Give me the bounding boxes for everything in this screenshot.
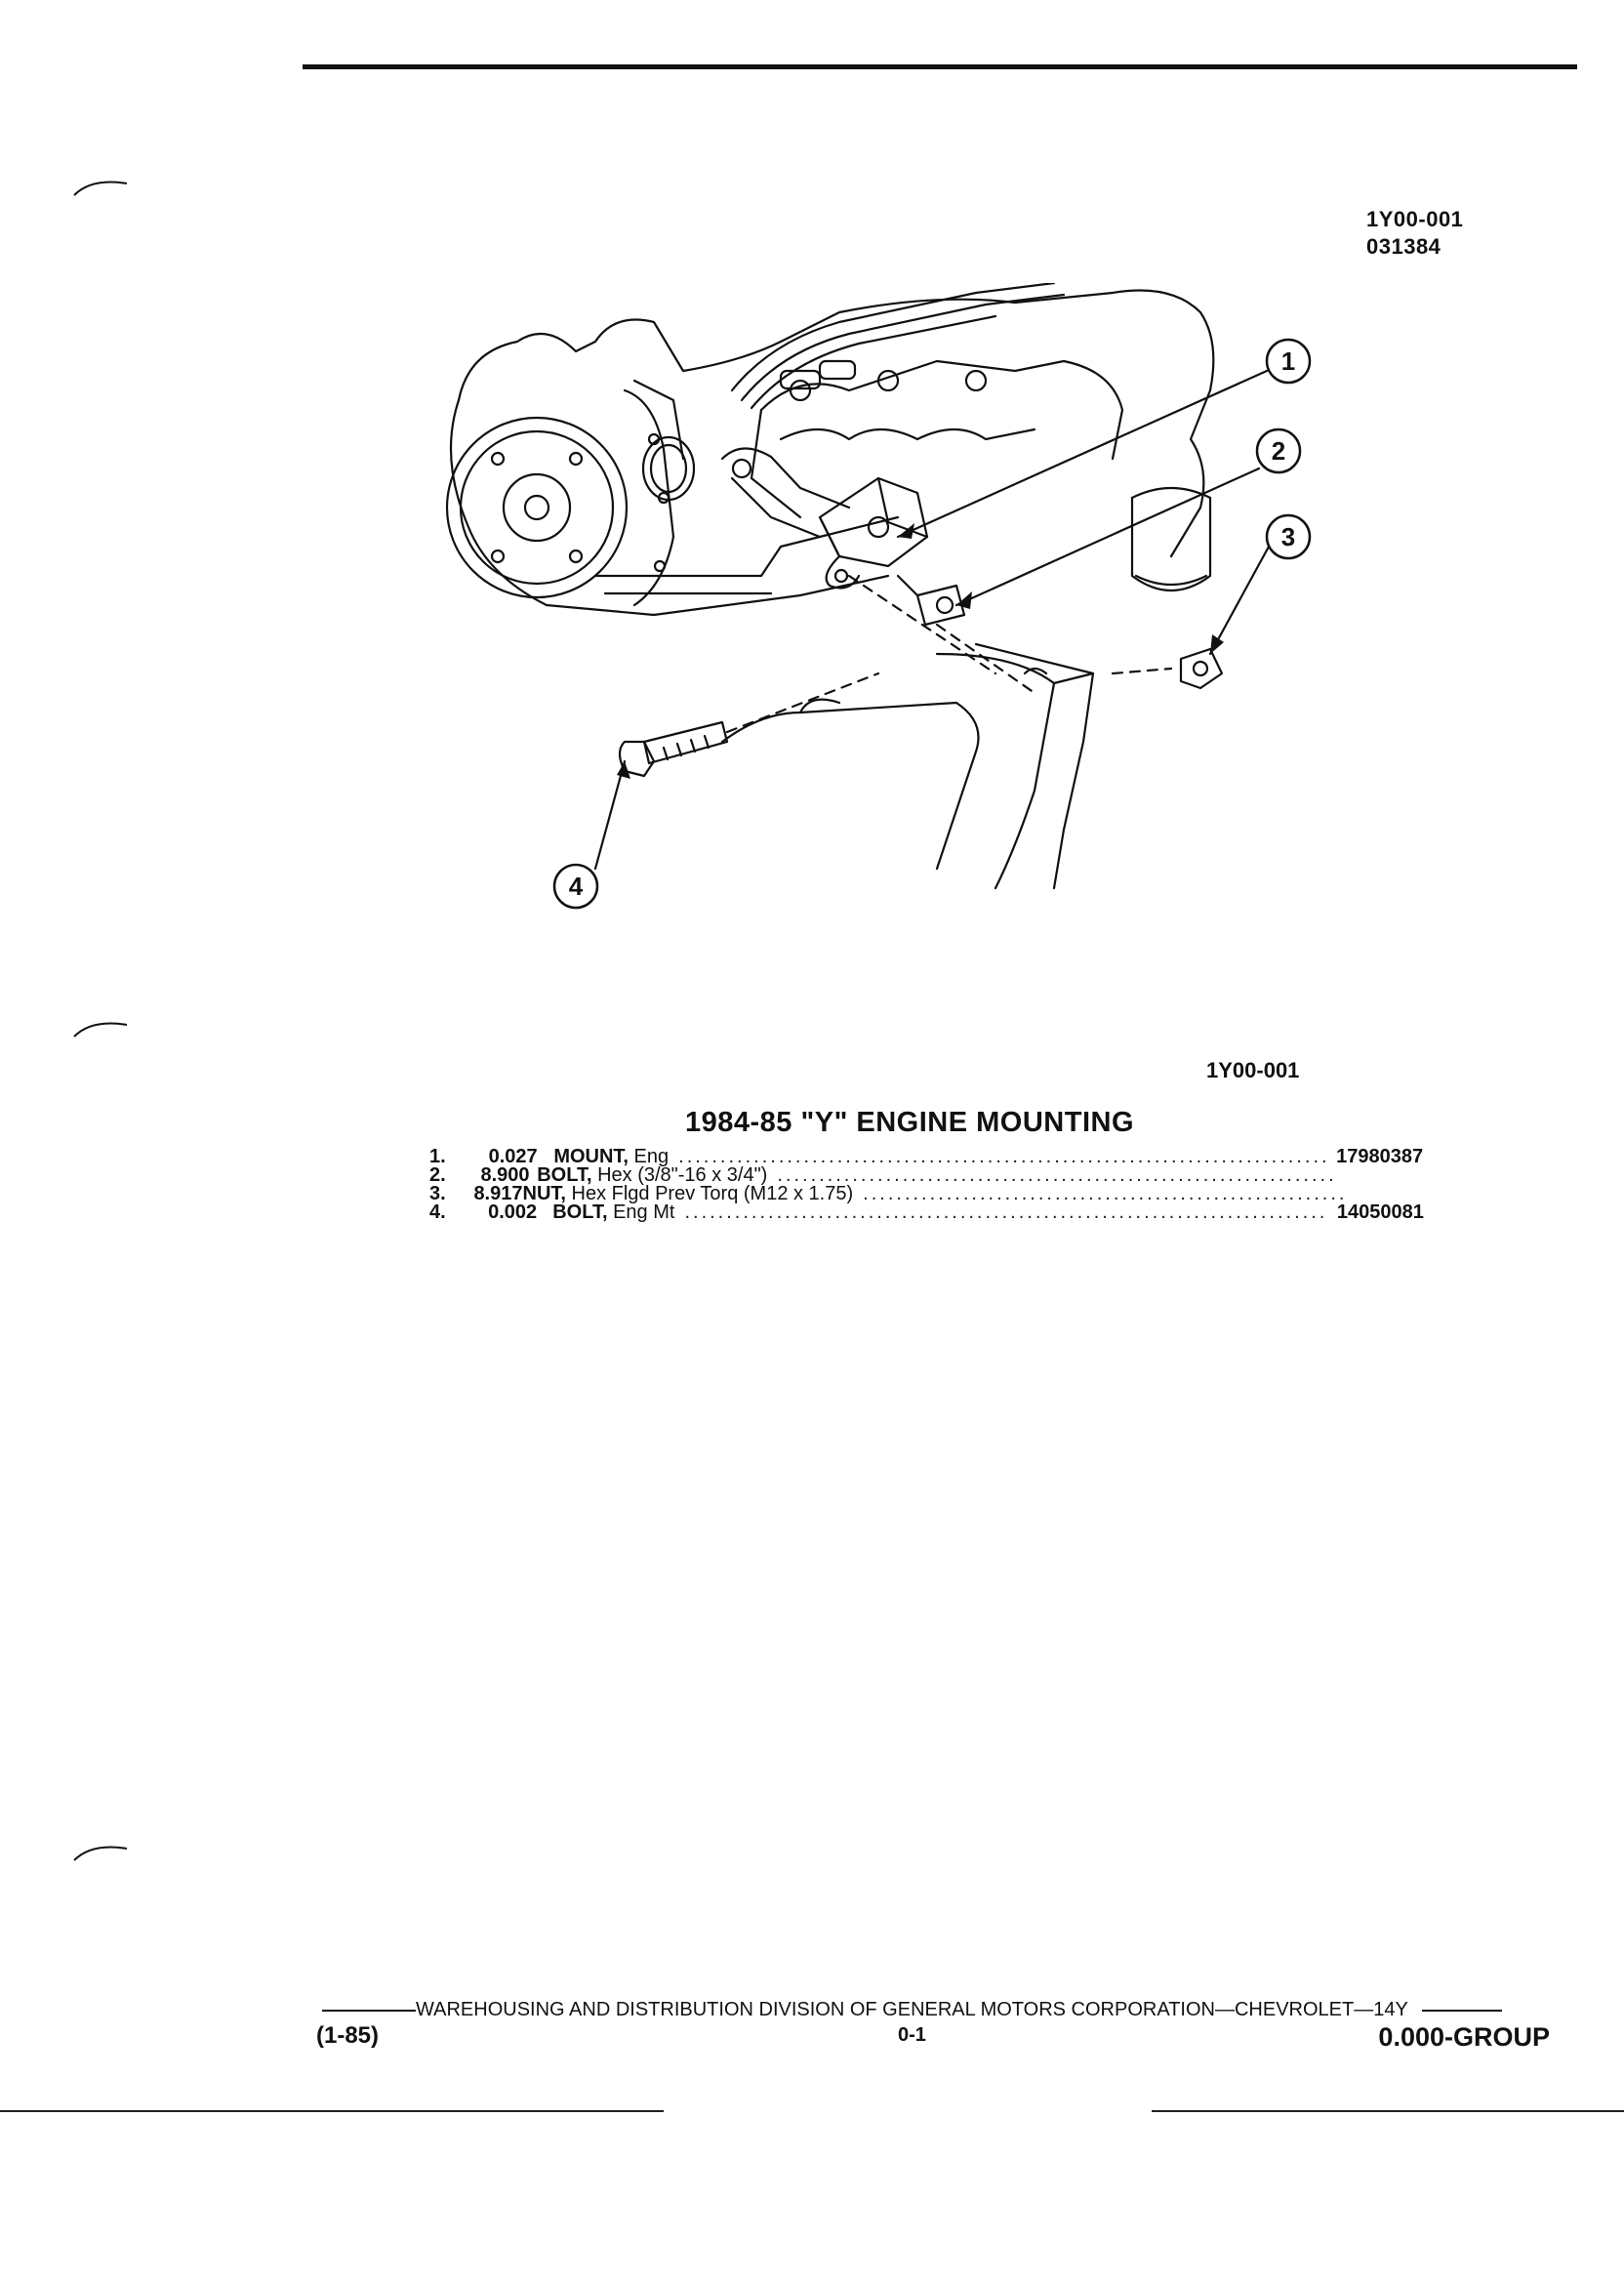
dot-leader [678,1148,1326,1166]
part-index: 4. [429,1201,446,1223]
callout-3-label: 3 [1280,522,1296,551]
footer-division-text: WAREHOUSING AND DISTRIBUTION DIVISION OF GENERAL MOTORS CORPORATION—CHEVROLET—14Y [416,1999,1408,2020]
part-description [552,1203,674,1222]
part-detail: Eng [628,1146,670,1167]
callout-4-label: 4 [568,872,584,901]
part-code: 8.900 [480,1164,530,1186]
punch-hole-mark-2 [72,1015,131,1044]
punch-hole-mark-1 [72,174,131,203]
part-number: 14050081 [1336,1201,1424,1223]
part-name: BOLT, [537,1164,592,1186]
part-detail: Hex (3/8"-16 x 3/4") [591,1164,768,1186]
part-name: MOUNT, [553,1146,629,1167]
part-name: NUT, [522,1183,566,1204]
figure-caption-id: 1Y00-001 [1206,1058,1300,1082]
part-index: 1. [429,1146,446,1167]
part-code: 0.002 [488,1201,538,1223]
part-detail: Hex Flgd Prev Torq (M12 x 1.75) [565,1183,854,1204]
dot-leader [777,1166,1338,1185]
part-number: 17980387 [1336,1146,1424,1167]
callout-2-label: 2 [1271,436,1286,466]
engine-mount-illustration [429,283,1405,986]
part-index: 2. [429,1164,446,1186]
footer-page-number: 0-1 [898,2024,926,2046]
bottom-rule-right [1152,2110,1624,2112]
footer-division-line [322,1999,1550,2021]
part-index: 3. [429,1183,446,1204]
bottom-rule-left [0,2110,664,2112]
top-rule [303,64,1577,69]
part-code: 8.917 [473,1183,523,1204]
footer-date: (1-85) [316,2022,380,2049]
figure-date-code: 031384 [1366,234,1441,259]
figure-id: 1Y00-001 [1366,207,1464,231]
part-detail: Eng Mt [607,1201,675,1223]
footer-rule-right [1422,2010,1502,2012]
section-title: 1984-85 "Y" ENGINE MOUNTING [685,1107,1134,1138]
footer-rule-left [322,2010,416,2012]
parts-list [429,1148,1425,1222]
part-code: 0.027 [488,1146,538,1167]
dot-leader [684,1203,1326,1222]
part-row [429,1203,1425,1222]
dot-leader [863,1185,1349,1203]
part-name: BOLT, [552,1201,608,1223]
punch-hole-mark-3 [72,1839,131,1868]
footer-group: 0.000-GROUP [1378,2022,1550,2052]
callout-1-label: 1 [1280,346,1296,376]
